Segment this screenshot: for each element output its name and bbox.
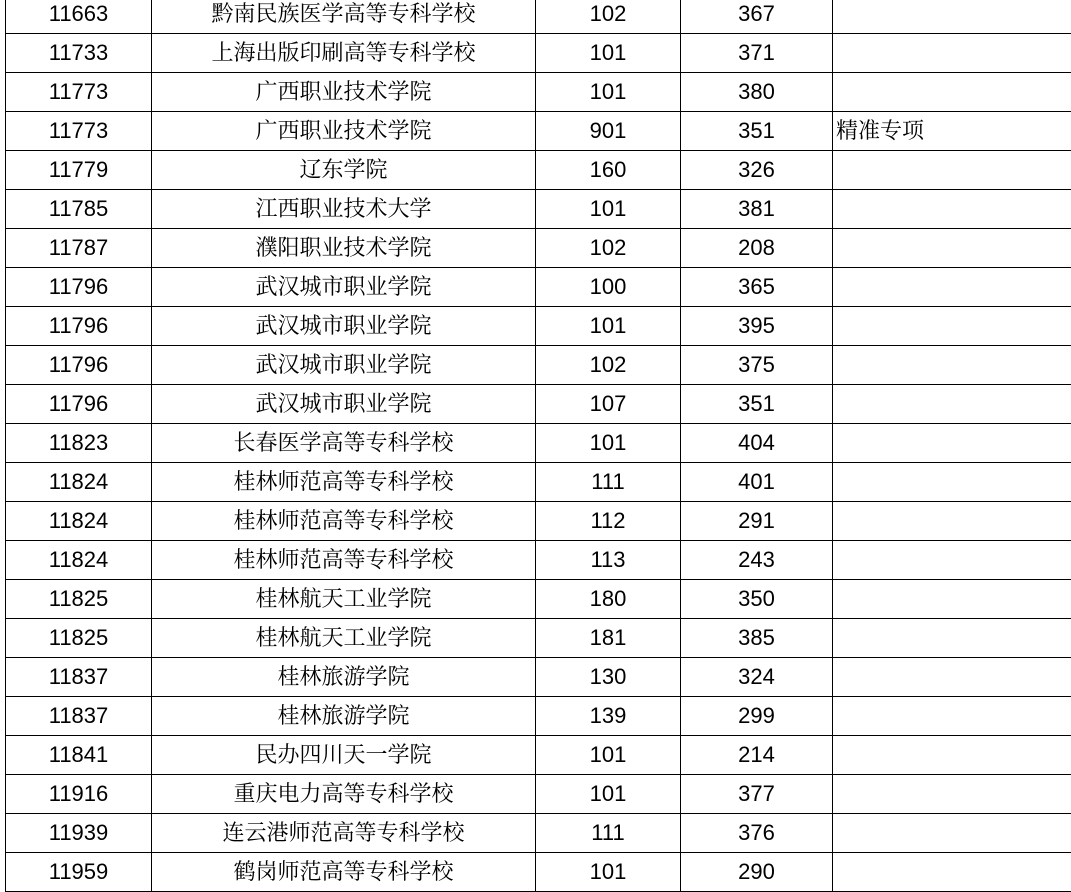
school-cell: 鹤岗师范高等专科学校 [152, 853, 536, 892]
code-cell: 11825 [6, 580, 152, 619]
note-cell [833, 229, 1071, 268]
score-cell: 351 [681, 112, 833, 151]
school-cell: 重庆电力高等专科学校 [152, 775, 536, 814]
school-cell: 武汉城市职业学院 [152, 268, 536, 307]
table-row [6, 385, 1071, 424]
table-row [6, 541, 1071, 580]
code-cell: 11825 [6, 619, 152, 658]
table-row [6, 658, 1071, 697]
group-cell: 160 [536, 151, 681, 190]
school-cell: 桂林师范高等专科学校 [152, 541, 536, 580]
group-cell: 101 [536, 307, 681, 346]
note-cell [833, 502, 1071, 541]
score-cell: 291 [681, 502, 833, 541]
group-cell: 901 [536, 112, 681, 151]
table-row [6, 580, 1071, 619]
school-cell: 长春医学高等专科学校 [152, 424, 536, 463]
table-row [6, 151, 1071, 190]
school-cell: 辽东学院 [152, 151, 536, 190]
score-cell: 326 [681, 151, 833, 190]
table-row [6, 268, 1071, 307]
score-cell: 380 [681, 73, 833, 112]
code-cell: 11824 [6, 502, 152, 541]
note-cell [833, 268, 1071, 307]
code-cell: 11837 [6, 697, 152, 736]
table-row [6, 736, 1071, 775]
school-cell: 民办四川天一学院 [152, 736, 536, 775]
note-cell [833, 190, 1071, 229]
table-row [6, 190, 1071, 229]
note-cell [833, 151, 1071, 190]
code-cell: 11779 [6, 151, 152, 190]
school-cell: 黔南民族医学高等专科学校 [152, 0, 536, 34]
school-cell: 桂林旅游学院 [152, 697, 536, 736]
note-cell [833, 73, 1071, 112]
group-cell: 102 [536, 229, 681, 268]
school-cell: 江西职业技术大学 [152, 190, 536, 229]
code-cell: 11663 [6, 0, 152, 34]
school-cell: 桂林航天工业学院 [152, 619, 536, 658]
group-cell: 101 [536, 775, 681, 814]
group-cell: 101 [536, 853, 681, 892]
school-cell: 桂林航天工业学院 [152, 580, 536, 619]
table-row [6, 112, 1071, 151]
score-cell: 395 [681, 307, 833, 346]
table-row [6, 0, 1071, 34]
score-cell: 208 [681, 229, 833, 268]
table-row [6, 697, 1071, 736]
score-cell: 324 [681, 658, 833, 697]
code-cell: 11837 [6, 658, 152, 697]
group-cell: 180 [536, 580, 681, 619]
group-cell: 181 [536, 619, 681, 658]
note-cell [833, 736, 1071, 775]
score-cell: 299 [681, 697, 833, 736]
note-cell [833, 658, 1071, 697]
score-cell: 377 [681, 775, 833, 814]
note-cell [833, 580, 1071, 619]
code-cell: 11796 [6, 385, 152, 424]
group-cell: 112 [536, 502, 681, 541]
group-cell: 102 [536, 346, 681, 385]
code-cell: 11796 [6, 307, 152, 346]
code-cell: 11787 [6, 229, 152, 268]
note-cell [833, 34, 1071, 73]
note-cell [833, 346, 1071, 385]
table-row [6, 34, 1071, 73]
note-cell [833, 463, 1071, 502]
table-row [6, 502, 1071, 541]
note-cell [833, 814, 1071, 853]
score-cell: 351 [681, 385, 833, 424]
score-cell: 371 [681, 34, 833, 73]
note-cell [833, 697, 1071, 736]
score-cell: 376 [681, 814, 833, 853]
group-cell: 101 [536, 73, 681, 112]
note-cell [833, 307, 1071, 346]
code-cell: 11841 [6, 736, 152, 775]
score-cell: 214 [681, 736, 833, 775]
school-cell: 桂林师范高等专科学校 [152, 463, 536, 502]
group-cell: 101 [536, 34, 681, 73]
note-cell [833, 775, 1071, 814]
results-table [5, 0, 1071, 892]
table-row [6, 463, 1071, 502]
score-cell: 365 [681, 268, 833, 307]
code-cell: 11824 [6, 541, 152, 580]
group-cell: 101 [536, 736, 681, 775]
note-cell [833, 0, 1071, 34]
note-cell [833, 541, 1071, 580]
group-cell: 111 [536, 814, 681, 853]
table-row [6, 73, 1071, 112]
note-cell [833, 853, 1071, 892]
school-cell: 上海出版印刷高等专科学校 [152, 34, 536, 73]
table-row [6, 346, 1071, 385]
group-cell: 102 [536, 0, 681, 34]
score-cell: 375 [681, 346, 833, 385]
code-cell: 11796 [6, 268, 152, 307]
group-cell: 101 [536, 424, 681, 463]
code-cell: 11773 [6, 112, 152, 151]
code-cell: 11824 [6, 463, 152, 502]
code-cell: 11823 [6, 424, 152, 463]
table-row [6, 424, 1071, 463]
table-row [6, 619, 1071, 658]
school-cell: 濮阳职业技术学院 [152, 229, 536, 268]
school-cell: 桂林师范高等专科学校 [152, 502, 536, 541]
school-cell: 武汉城市职业学院 [152, 346, 536, 385]
school-cell: 武汉城市职业学院 [152, 385, 536, 424]
group-cell: 113 [536, 541, 681, 580]
group-cell: 107 [536, 385, 681, 424]
school-cell: 桂林旅游学院 [152, 658, 536, 697]
table-body [6, 0, 1071, 892]
score-cell: 381 [681, 190, 833, 229]
group-cell: 130 [536, 658, 681, 697]
school-cell: 连云港师范高等专科学校 [152, 814, 536, 853]
group-cell: 100 [536, 268, 681, 307]
code-cell: 11916 [6, 775, 152, 814]
group-cell: 139 [536, 697, 681, 736]
note-cell [833, 385, 1071, 424]
code-cell: 11959 [6, 853, 152, 892]
code-cell: 11733 [6, 34, 152, 73]
table-row [6, 229, 1071, 268]
school-cell: 广西职业技术学院 [152, 73, 536, 112]
note-cell: 精准专项 [833, 112, 1071, 151]
code-cell: 11785 [6, 190, 152, 229]
score-cell: 290 [681, 853, 833, 892]
school-cell: 广西职业技术学院 [152, 112, 536, 151]
code-cell: 11796 [6, 346, 152, 385]
school-cell: 武汉城市职业学院 [152, 307, 536, 346]
score-cell: 367 [681, 0, 833, 34]
score-cell: 404 [681, 424, 833, 463]
note-cell [833, 619, 1071, 658]
note-cell [833, 424, 1071, 463]
table-container [5, 0, 1071, 892]
score-cell: 350 [681, 580, 833, 619]
table-row [6, 307, 1071, 346]
code-cell: 11939 [6, 814, 152, 853]
score-cell: 385 [681, 619, 833, 658]
score-cell: 243 [681, 541, 833, 580]
group-cell: 111 [536, 463, 681, 502]
group-cell: 101 [536, 190, 681, 229]
table-row [6, 853, 1071, 892]
score-cell: 401 [681, 463, 833, 502]
code-cell: 11773 [6, 73, 152, 112]
table-row [6, 775, 1071, 814]
table-row [6, 814, 1071, 853]
